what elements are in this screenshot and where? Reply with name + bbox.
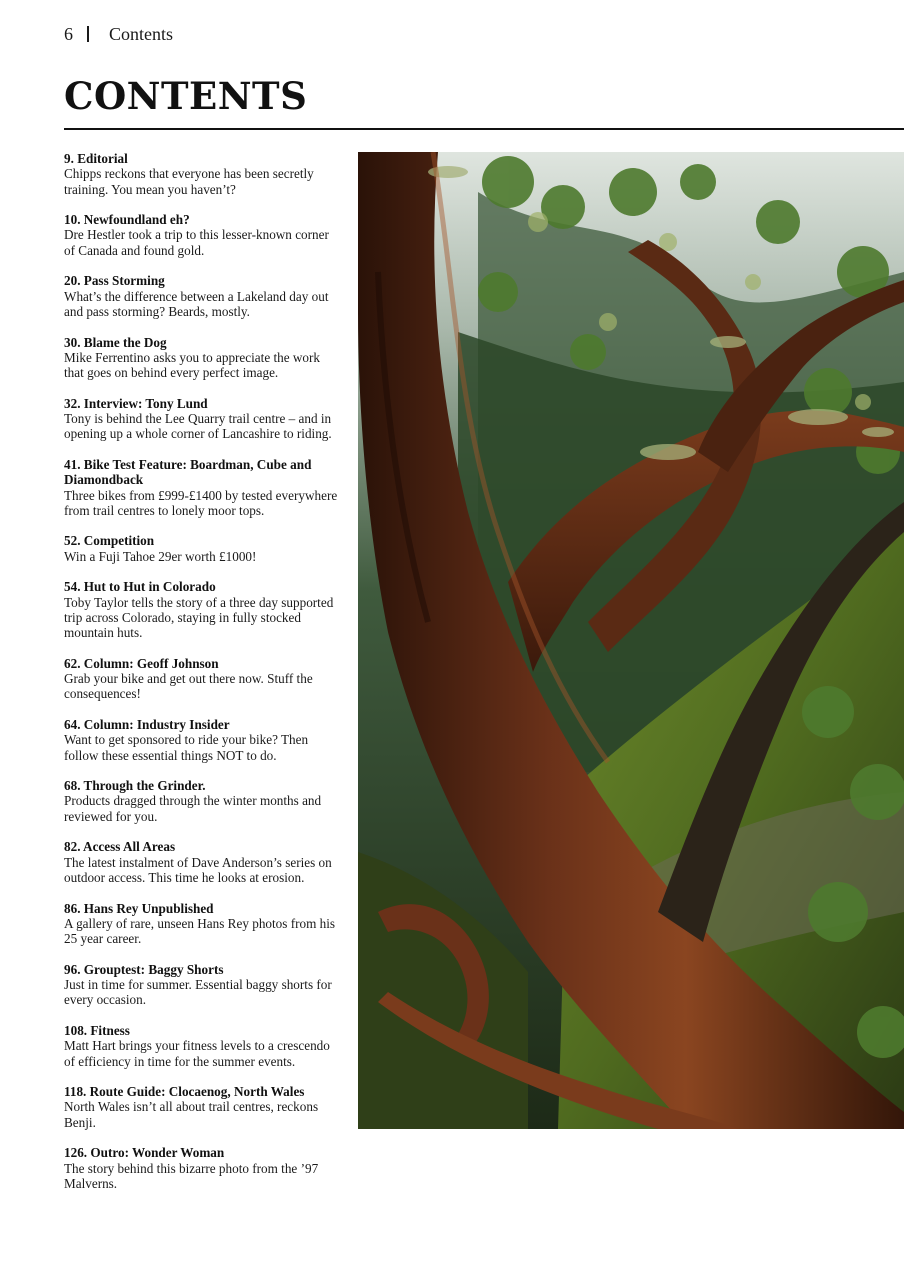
contents-item-description: Mike Ferrentino asks you to appreciate the work that goes on behind every perfect image.: [64, 349, 320, 381]
contents-item-description: Win a Fuji Tahoe 29er worth £1000!: [64, 548, 257, 564]
contents-item-description: Tony is behind the Lee Quarry trail centre – and in opening up a whole corner of Lancashire to riding.: [64, 411, 332, 442]
contents-item-description: Toby Taylor tells the story of a three day supported trip across Colorado, staying in fully stocked mountain huts.: [64, 594, 334, 641]
tree-photo-illustration: [358, 152, 904, 1129]
contents-list: [64, 151, 339, 1206]
contents-item-title: 54. Hut to Hut in Colorado: [64, 579, 216, 595]
contents-item-title: 82. Access All Areas: [64, 839, 176, 855]
contents-item-description: Grab your bike and get out there now. Stuff the consequences!: [64, 671, 313, 702]
contents-item-title: 20. Pass Storming: [64, 273, 165, 289]
contents-item: [64, 1084, 339, 1130]
contents-item-description: The story behind this bizarre photo from the ’97 Malverns.: [64, 1160, 319, 1191]
contents-item-description: Just in time for summer. Essential baggy shorts for every occasion.: [64, 977, 332, 1008]
contents-item: [64, 273, 339, 319]
contents-item-title: 62. Column: Geoff Johnson: [64, 655, 219, 671]
contents-item: [64, 656, 339, 702]
contents-item-description: What’s the difference between a Lakeland day out and pass storming? Beards, mostly.: [64, 288, 329, 319]
contents-item: [64, 839, 339, 885]
contents-item: [64, 901, 339, 947]
contents-item-title: 68. Through the Grinder.: [64, 778, 206, 794]
contents-item-description: Want to get sponsored to ride your bike? Then follow these essential things NOT to do.: [64, 732, 309, 763]
contents-item: [64, 335, 339, 381]
section-name: Contents: [109, 24, 174, 44]
contents-item: [64, 396, 339, 442]
contents-item: [64, 1145, 339, 1191]
contents-item-title: 96. Grouptest: Baggy Shorts: [64, 961, 224, 977]
contents-item-title: 118. Route Guide: Clocaenog, North Wales: [64, 1084, 305, 1100]
contents-item-title: 126. Outro: Wonder Woman: [64, 1145, 225, 1161]
contents-item-title: 108. Fitness: [64, 1022, 130, 1038]
contents-item-title: 86. Hans Rey Unpublished: [64, 900, 214, 916]
page-header: [64, 24, 173, 45]
contents-item: [64, 533, 339, 564]
contents-item: [64, 717, 339, 763]
contents-item: [64, 212, 339, 258]
contents-item-title: 10. Newfoundland eh?: [64, 212, 190, 228]
contents-item-description: A gallery of rare, unseen Hans Rey photos from his 25 year career.: [64, 915, 336, 947]
contents-item-description: Products dragged through the winter months and reviewed for you.: [64, 793, 322, 824]
contents-item-title: 64. Column: Industry Insider: [64, 716, 230, 732]
contents-item: [64, 457, 339, 518]
page-title: CONTENTS: [64, 74, 308, 118]
contents-item-description: North Wales isn’t all about trail centres, reckons Benji.: [64, 1099, 319, 1130]
contents-item: [64, 151, 339, 197]
contents-item: [64, 1023, 339, 1069]
contents-item: [64, 962, 339, 1008]
contents-item-description: Dre Hestler took a trip to this lesser-known corner of Canada and found gold.: [64, 227, 329, 258]
contents-item: [64, 579, 339, 640]
contents-item-description: Three bikes from £999-£1400 by tested everywhere from trail centres to lonely moor tops.: [64, 487, 338, 518]
contents-item-description: Chipps reckons that everyone has been secretly training. You mean you haven’t?: [64, 166, 314, 197]
contents-item-title: 30. Blame the Dog: [64, 334, 167, 350]
title-rule: [64, 128, 904, 130]
contents-item-description: Matt Hart brings your fitness levels to a crescendo of efficiency in time for the summer events.: [64, 1038, 330, 1069]
tree-photo: [358, 152, 904, 1129]
page-number: 6: [64, 24, 73, 44]
contents-item-title: 52. Competition: [64, 533, 155, 549]
contents-item-description: The latest instalment of Dave Anderson’s series on outdoor access. This time he looks at erosion.: [64, 854, 332, 885]
contents-item-title: 32. Interview: Tony Lund: [64, 395, 208, 411]
contents-item-title: 9. Editorial: [64, 151, 128, 166]
contents-item-title: 41. Bike Test Feature: Boardman, Cube and Diamondback: [64, 456, 312, 488]
page-number-divider: [87, 26, 89, 42]
contents-item: [64, 778, 339, 824]
